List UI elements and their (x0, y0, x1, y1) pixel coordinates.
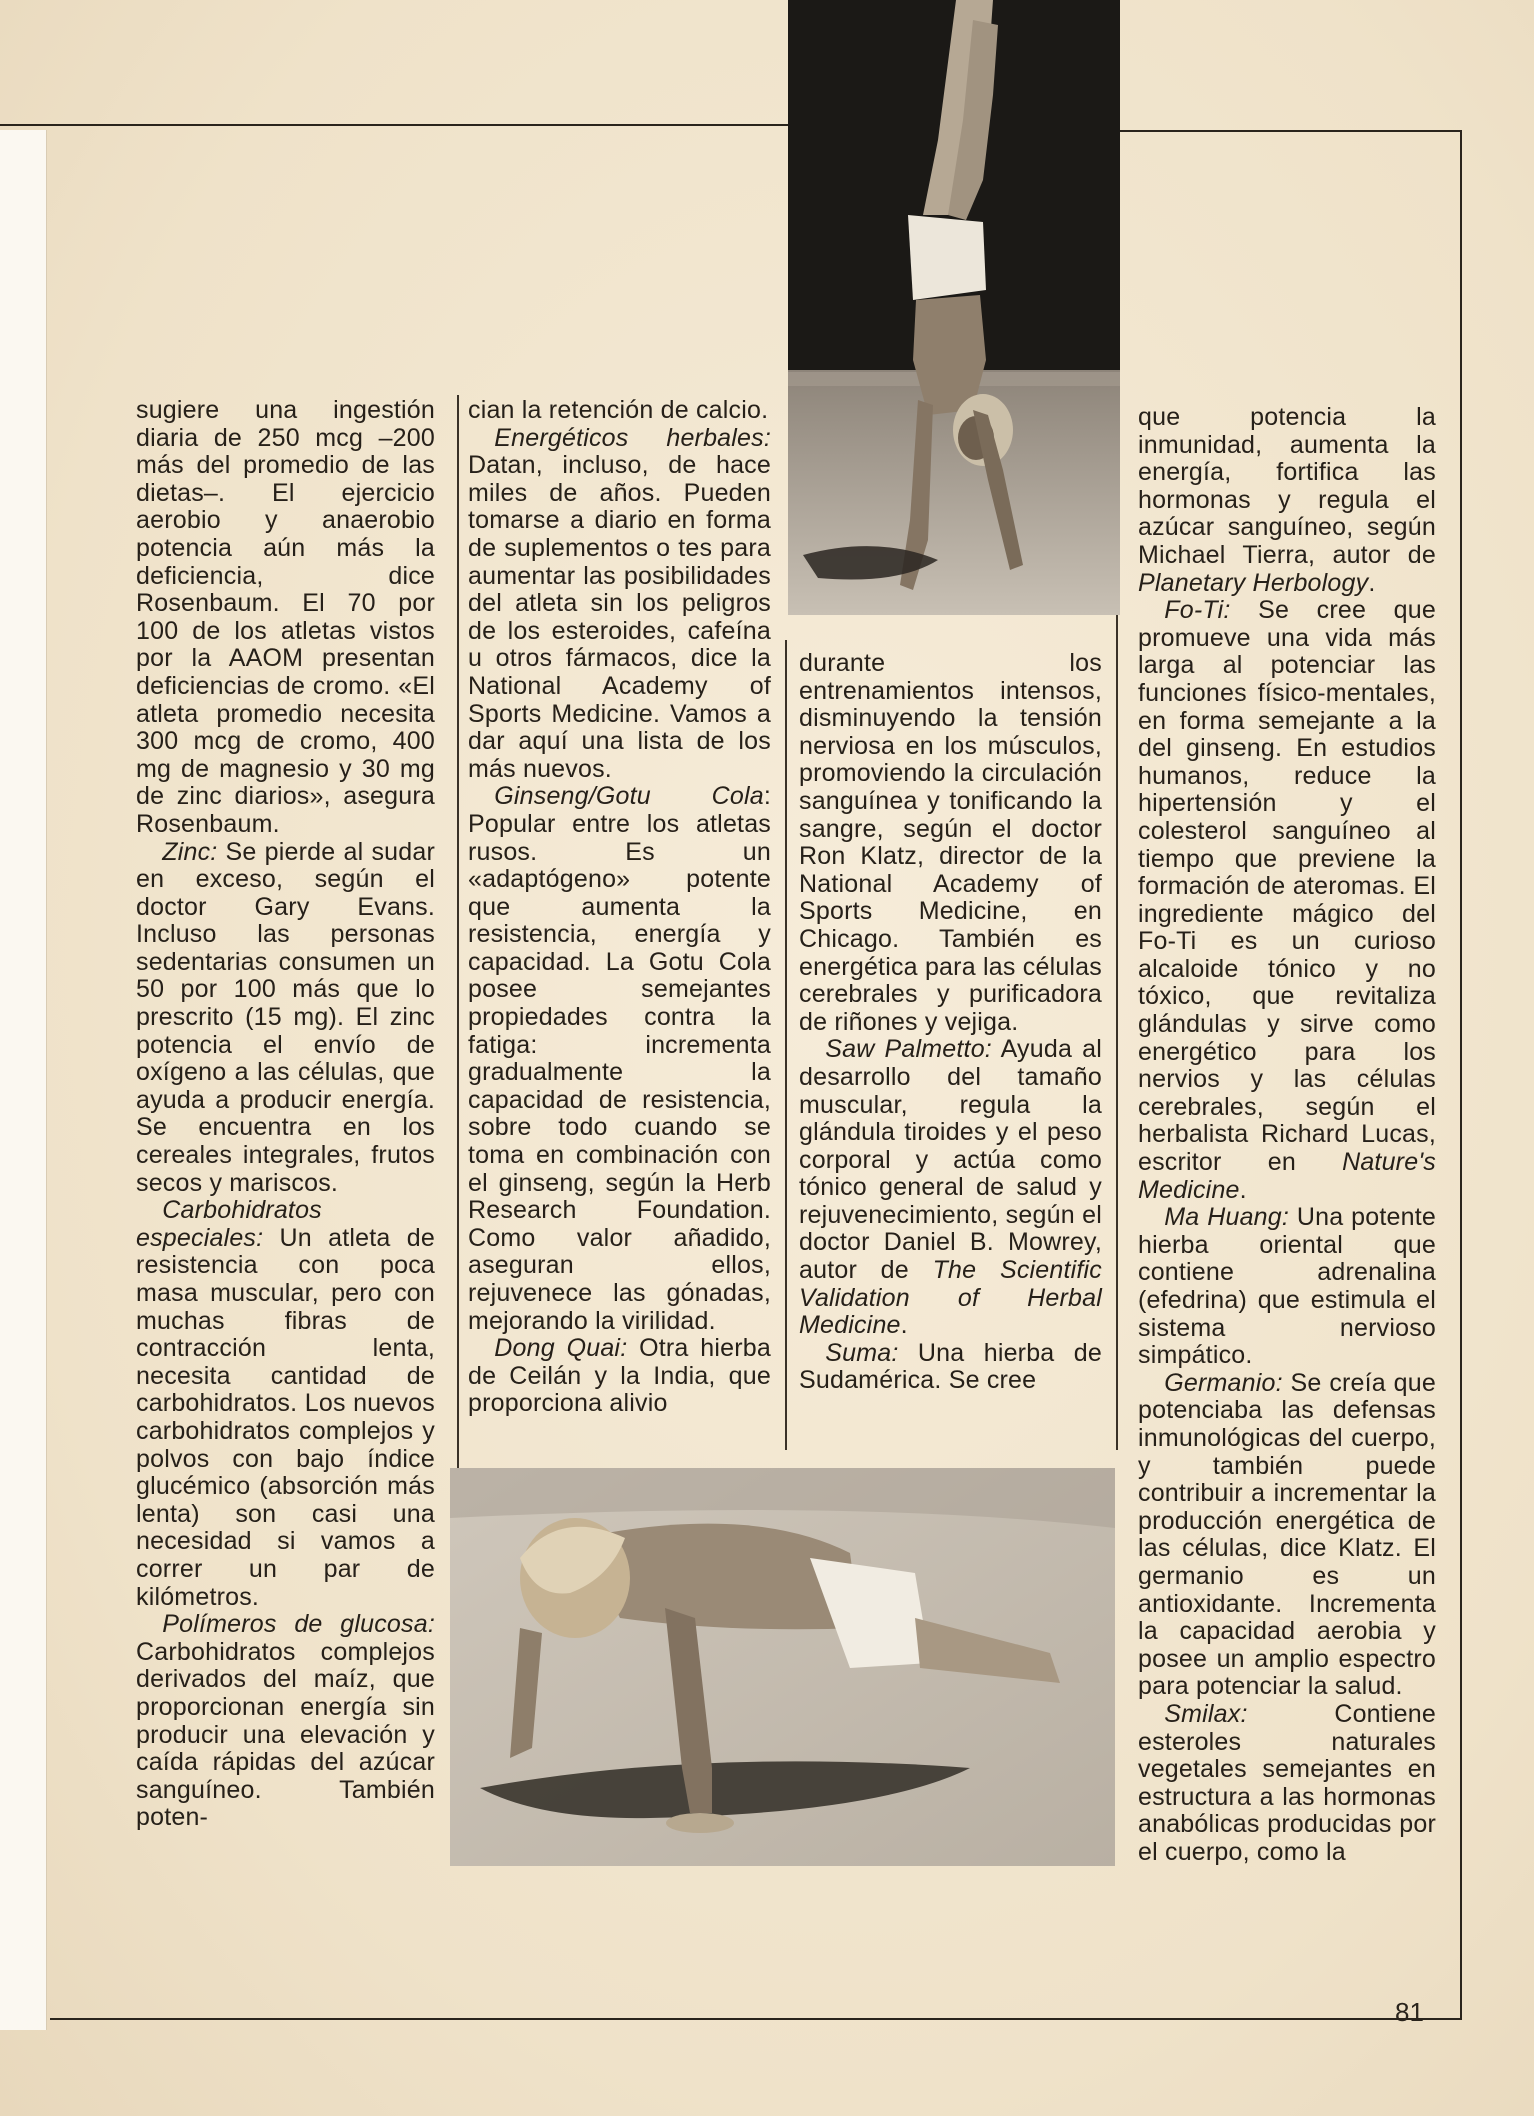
paragraph: cian la retención de calcio. (468, 396, 769, 424)
paragraph: Ma Huang: Una potente hierba oriental que contiene adrenalina (efedrina) que estimula el sistema nervioso simpático. (1138, 1203, 1436, 1370)
right-frame-rule (1460, 130, 1462, 2020)
paragraph: Germanio: Se creía que potenciaba las defensas inmunológicas del cuerpo, y también puede contribuir a incrementar la producción energética de las células, dice Klatz. El germanio es un antioxidante. Incrementa la capacidad aerobia y posee un amplio espectro para potenciar la salud. (1138, 1368, 1436, 1701)
paragraph: Smilax: Contiene esteroles naturales vegetales semejantes en estructura a las hormonas anabólicas producidas por el cuerpo, como la (1138, 1699, 1436, 1866)
text-column-1 (136, 397, 435, 1832)
paragraph: Ginseng/Gotu Cola: Popular entre los atletas rusos. Es un «adaptógeno» potente que aumenta la resistencia, energía y capacidad. La Gotu Cola posee semejantes propiedades contra la fatiga: incrementa gradualmente la capacidad de resistencia, sobre todo cuando se toma en combinación con el ginseng, según la Herb Research Foundation. Como valor añadido, aseguran ellos, rejuvenece las gónadas, mejorando la virilidad. (468, 782, 771, 1335)
bottom-rule (50, 2018, 1462, 2020)
column-rule (785, 640, 787, 1450)
paragraph: Polímeros de glucosa: Carbohidratos complejos derivados del maíz, que proporcionan energía sin producir una elevación y caída rápidas del azúcar sanguíneo. También poten- (136, 1610, 435, 1832)
text-column-4 (1138, 404, 1436, 1866)
paragraph: Dong Quai: Otra hierba de Ceilán y la India, que proporciona alivio (468, 1334, 771, 1418)
paragraph: que potencia la inmunidad, aumenta la energía, fortifica las hormonas y regula el azúcar sanguíneo, según Michael Tierra, autor de Planetary Herbology. (1138, 403, 1436, 597)
photo-handstand (788, 0, 1120, 615)
paragraph: Energéticos herbales: Datan, incluso, de hace miles de años. Pueden tomarse a diario en forma de suplementos o tes para aumentar las posibilidades del atleta sin los peligros de los esteroides, cafeína u otros fármacos, dice la National Academy of Sports Medicine. Vamos a dar aquí una lista de los más nuevos. (468, 423, 771, 783)
paragraph: Saw Palmetto: Ayuda al desarrollo del tamaño muscular, regula la glándula tiroides y el peso corporal y actúa como tónico general de salud y rejuvenecimiento, según el doctor Daniel B. Mowrey, autor de The Scientific Validation of Herbal Medicine. (799, 1035, 1102, 1340)
photo-pushup (450, 1468, 1115, 1866)
top-rule-left (0, 124, 788, 126)
paragraph: durante los entrenamientos intensos, disminuyendo la tensión nerviosa en los músculos, promoviendo la circulación sanguínea y tonificando la sangre, según el doctor Ron Klatz, director de la National Academy of Sports Medicine, en Chicago. También es energética para las células cerebrales y purificadora de riñones y vejiga. (799, 649, 1102, 1036)
paragraph: sugiere una ingestión diaria de 250 mcg –200 más del promedio de las dietas–. El ejercicio aerobio y anaerobio potencia aún más la deficiencia, dice Rosenbaum. El 70 por 100 de los atletas vistos por la AAOM presentan deficiencias de cromo. «El atleta promedio necesita 300 mcg de cromo, 400 mg de magnesio y 30 mg de zinc diarios», asegura Rosenbaum. (136, 396, 435, 838)
top-rule-right (1120, 130, 1462, 132)
paragraph: Carbohidratos especiales: Un atleta de resistencia con poca masa muscular, pero con muchas fibras de contracción lenta, necesita cantidad de carbohidratos. Los nuevos carbohidratos complejos y polvos con bajo índice glucémico (absorción más lenta) son casi una necesidad si vamos a correr un par de kilómetros. (136, 1196, 435, 1611)
text-column-3 (799, 650, 1102, 1395)
paragraph: Fo-Ti: Se cree que promueve una vida más larga al potenciar las funciones físico-mentales, en forma semejante a la del ginseng. En estudios humanos, reduce la hipertensión y el colesterol sanguíneo al tiempo que previene la formación de ateromas. El ingrediente mágico del Fo-Ti es un curioso alcaloide tónico y no tóxico, que revitaliza glándulas y sirve como energético para los nervios y las células cerebrales, según el herbalista Richard Lucas, escritor en Nature's Medicine. (1138, 596, 1436, 1204)
paragraph: Suma: Una hierba de Sudamérica. Se cree (799, 1338, 1102, 1395)
text-column-2 (468, 397, 771, 1418)
paragraph: Zinc: Se pierde al sudar en exceso, según el doctor Gary Evans. Incluso las personas sedentarias consumen un 50 por 100 más que lo prescrito (15 mg). El zinc potencia el envío de oxígeno a las células, que ayuda a producir energía. Se encuentra en los cereales integrales, frutos secos y mariscos. (136, 837, 435, 1197)
torn-page-edge (0, 130, 47, 2030)
page-number: 81 (1395, 1997, 1424, 2027)
